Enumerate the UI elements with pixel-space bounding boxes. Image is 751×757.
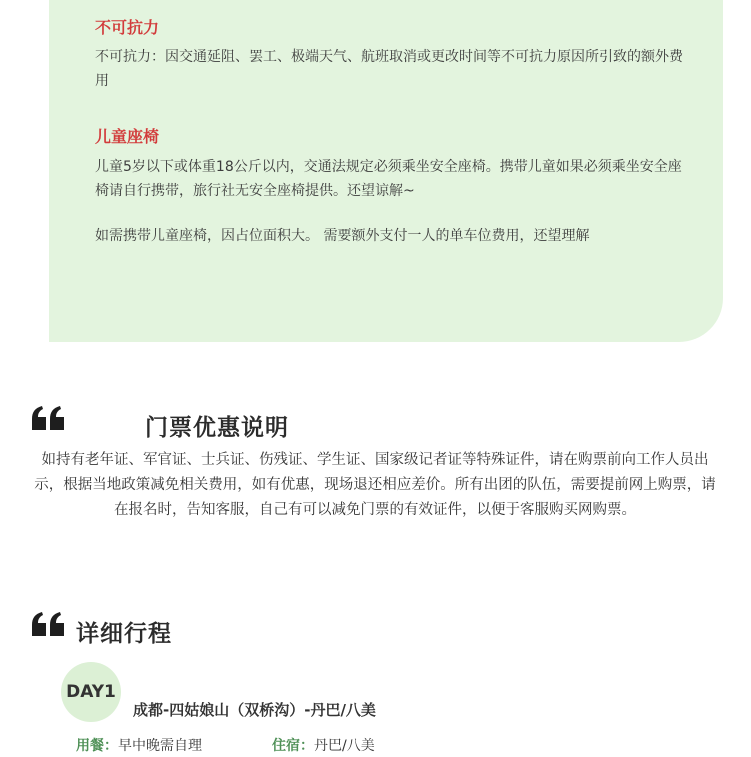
day-route: 成都-四姑娘山（双桥沟）-丹巴/八美 xyxy=(133,701,376,719)
lodging-value: 丹巴/八美 xyxy=(314,738,375,754)
day-badge: DAY1 xyxy=(61,662,121,722)
meals-value: 早中晚需自理 xyxy=(118,738,202,754)
force-majeure-title: 不可抗力 xyxy=(95,18,160,37)
lodging-row xyxy=(272,735,375,755)
ticket-discount-heading: 门票优惠说明 xyxy=(145,415,289,441)
child-seat-text-1: 儿童5岁以下或体重18公斤以内，交通法规定必须乘坐安全座椅。携带儿童如果必须乘坐安全座椅请自行携带，旅行社无安全座椅提供。还望谅解~ xyxy=(95,159,682,199)
quote-icon xyxy=(32,612,66,636)
ticket-discount-text: 如持有老年证、军官证、士兵证、伤残证、学生证、国家级记者证等特殊证件，请在购票前向工作人员出示，根据当地政策减免相关费用，如有优惠，现场退还相应差价。所有出团的队伍，需要提前网上购票，请在报名时，告知客服，自己有可以减免门票的有效证件，以便于客服购买网购票。 xyxy=(34,452,716,518)
meals-label: 用餐： xyxy=(76,738,118,754)
force-majeure-text: 不可抗力：因交通延阻、罢工、极端天气、航班取消或更改时间等不可抗力原因所引致的额外费用 xyxy=(95,49,683,89)
quote-icon xyxy=(32,406,66,430)
child-seat-title: 儿童座椅 xyxy=(95,127,160,146)
meals-row xyxy=(76,735,202,755)
itinerary-heading: 详细行程 xyxy=(76,621,172,647)
child-seat-text-2: 如需携带儿童座椅，因占位面积大。 需要额外支付一人的单车位费用，还望理解 xyxy=(95,228,590,244)
lodging-label: 住宿： xyxy=(272,738,314,754)
notice-panel xyxy=(49,0,723,342)
